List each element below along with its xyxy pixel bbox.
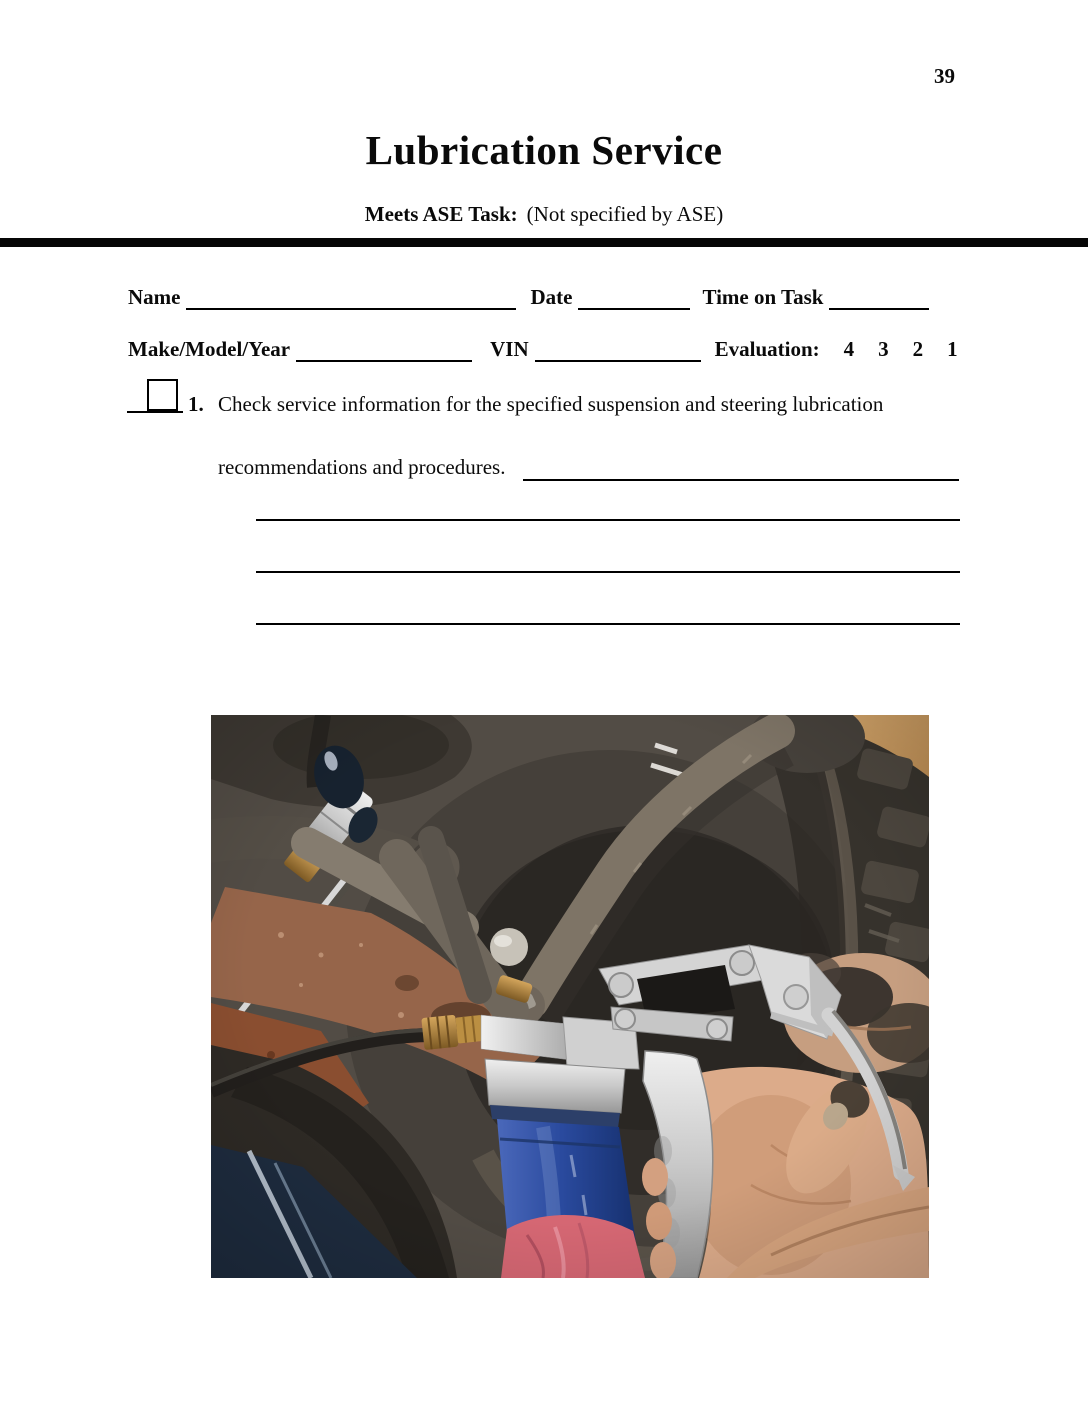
- date-label: Date: [530, 285, 573, 309]
- undercar-photo-illustration: [211, 715, 929, 1278]
- grease-gun-lubrication-photo: [211, 715, 929, 1278]
- task-1-answer-line: [523, 479, 959, 481]
- meets-ase-line: [0, 202, 1088, 227]
- evaluation-score-3: 3: [878, 337, 889, 361]
- answer-blank-line-3: [256, 623, 960, 625]
- evaluation-label: Evaluation:: [714, 337, 820, 361]
- time-on-task-label: Time on Task: [702, 285, 824, 309]
- answer-blank-line-2: [256, 571, 960, 573]
- section-divider-bar: [0, 238, 1088, 247]
- vin-label: VIN: [490, 337, 529, 361]
- photo-vignette: [211, 715, 929, 1278]
- page-number: 39: [934, 64, 955, 88]
- task-1-text-line1: Check service information for the specified suspension and steering lubrication: [218, 392, 884, 416]
- meets-ase-label: Meets ASE Task:: [364, 202, 518, 226]
- evaluation-score-1: 1: [947, 337, 958, 361]
- task-1-checkbox: [147, 379, 178, 411]
- evaluation-score-2: 2: [912, 337, 924, 361]
- answer-blank-line-1: [256, 519, 960, 521]
- checkbox-underline: [127, 411, 183, 413]
- date-blank-line: [578, 283, 690, 310]
- task-1-number: 1.: [188, 392, 204, 416]
- vin-blank-line: [535, 335, 701, 362]
- make-model-year-blank-line: [296, 335, 472, 362]
- page-title: Lubrication Service: [365, 127, 723, 173]
- task-1-text-line2: recommendations and procedures.: [218, 455, 506, 479]
- name-label: Name: [128, 285, 181, 309]
- evaluation-score-4: 4: [843, 337, 855, 361]
- name-blank-line: [186, 283, 516, 310]
- form-row-name-date-time: [128, 283, 929, 310]
- make-model-year-label: Make/Model/Year: [128, 337, 291, 361]
- meets-ase-value: (Not specified by ASE): [526, 202, 724, 226]
- form-row-vehicle-evaluation: [128, 335, 958, 362]
- time-on-task-blank-line: [829, 283, 929, 310]
